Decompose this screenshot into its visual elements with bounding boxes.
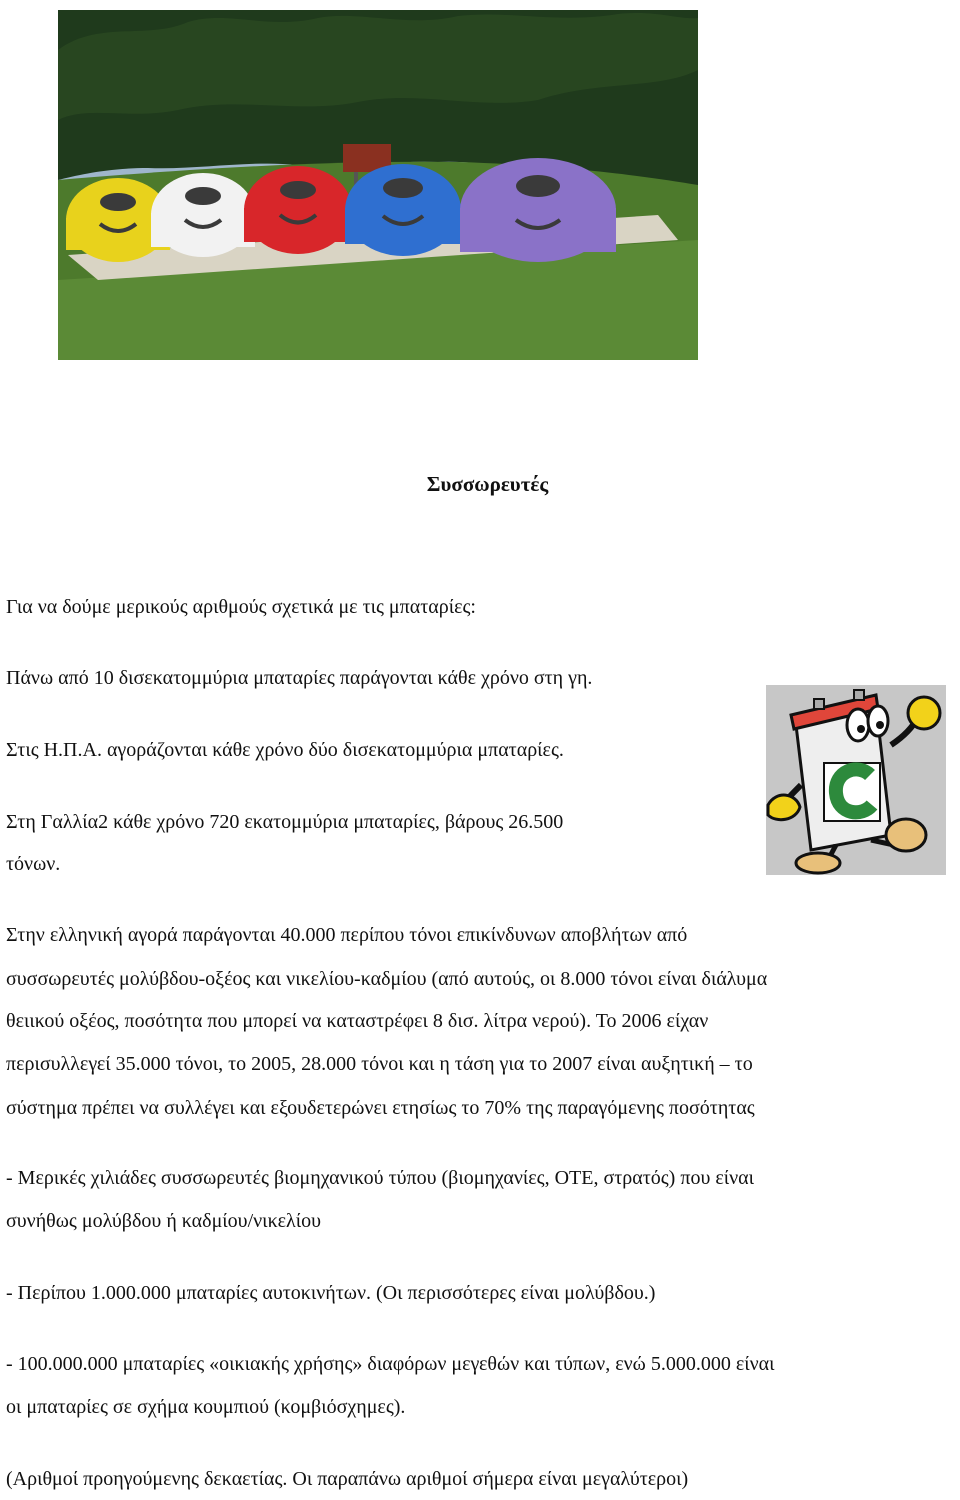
car-batteries: - Περίπου 1.000.000 μπαταρίες αυτοκινήτων. (Οι περισσότερες είναι μολύβδου.) (6, 1282, 656, 1304)
battery-mascot-icon (766, 685, 946, 875)
greece-paragraph-line: συσσωρευτές μολύβδου-οξέος και νικελίου-καδμίου (από αυτούς, οι 8.000 τόνοι είναι διάλυμα (6, 968, 768, 990)
greece-paragraph-line: σύστημα πρέπει να συλλέγει και εξουδετερώνει ετησίως το 70% της παραγόμενης ποσότητας (6, 1097, 755, 1119)
fact-france-line1: Στη Γαλλία2 κάθε χρόνο 720 εκατομμύρια μπαταρίες, βάρους 26.500 (6, 811, 564, 833)
fact-france-line2: τόνων. (6, 853, 61, 875)
footnote: (Αριθμοί προηγούμενης δεκαετίας. Οι παραπάνω αριθμοί σήμερα είναι μεγαλύτεροι) (6, 1468, 689, 1490)
greece-paragraph-line: Στην ελληνική αγορά παράγονται 40.000 περίπου τόνοι επικίνδυνων αποβλήτων από (6, 924, 688, 946)
greece-paragraph-line: θειικού οξέος, ποσότητα που μπορεί να καταστρέφει 8 δισ. λίτρα νερού). Το 2006 είχαν (6, 1010, 709, 1032)
page-title: Συσσωρευτές (426, 472, 549, 496)
fact-world-production: Πάνω από 10 δισεκατομμύρια μπαταρίες παράγονται κάθε χρόνο στη γη. (6, 667, 593, 689)
greece-paragraph-line: περισυλλεγεί 35.000 τόνοι, το 2005, 28.000 τόνοι και η τάση για το 2007 είναι αυξητική – το (6, 1053, 753, 1075)
household-batteries-line2: οι μπαταρίες σε σχήμα κουμπιού (κομβιόσχημες). (6, 1396, 406, 1418)
fact-usa: Στις Η.Π.Α. αγοράζονται κάθε χρόνο δύο δισεκατομμύρια μπαταρίες. (6, 739, 564, 761)
industrial-batteries-line1: - Μερικές χιλιάδες συσσωρευτές βιομηχανικού τύπου (βιομηχανίες, ΟΤΕ, στρατός) που είναι (6, 1167, 755, 1189)
industrial-batteries-line2: συνήθως μολύβδου ή καδμίου/νικελίου (6, 1210, 322, 1232)
intro-text: Για να δούμε μερικούς αριθμούς σχετικά με τις μπαταρίες: (6, 596, 476, 618)
recycling-bins-photo (58, 10, 698, 360)
household-batteries-line1: - 100.000.000 μπαταρίες «οικιακής χρήσης» διαφόρων μεγεθών και τύπων, ενώ 5.000.000 είναι (6, 1353, 775, 1375)
